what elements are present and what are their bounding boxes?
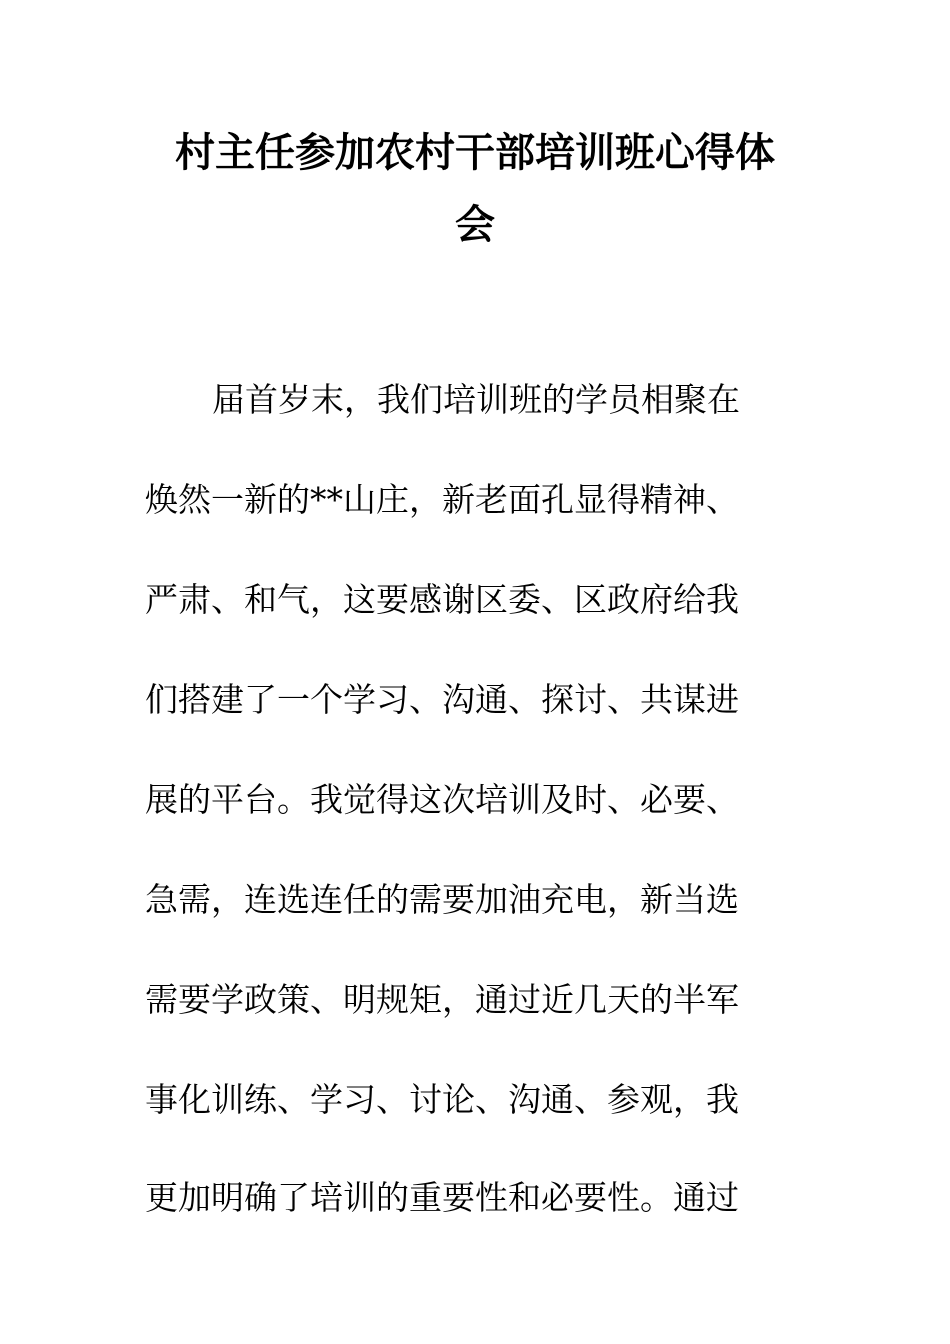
body-text-line: 焕然一新的**山庄，新老面孔显得精神、 bbox=[145, 480, 739, 519]
body-text-line: 事化训练、学习、讨论、沟通、参观，我 bbox=[145, 1080, 739, 1119]
body-text-line: 严肃、和气，这要感谢区委、区政府给我 bbox=[145, 580, 739, 619]
document-title-line-1: 村主任参加农村干部培训班心得体 bbox=[175, 129, 775, 176]
body-text-line: 们搭建了一个学习、沟通、探讨、共谋进 bbox=[145, 680, 739, 719]
body-text-line: 需要学政策、明规矩，通过近几天的半军 bbox=[145, 980, 739, 1019]
document-title-line-2: 会 bbox=[455, 201, 495, 248]
body-text-line: 急需，连选连任的需要加油充电，新当选 bbox=[145, 880, 739, 919]
body-text-line: 展的平台。我觉得这次培训及时、必要、 bbox=[145, 780, 739, 819]
body-text-line: 更加明确了培训的重要性和必要性。通过 bbox=[145, 1178, 739, 1217]
body-text-line: 届首岁末，我们培训班的学员相聚在 bbox=[212, 380, 740, 419]
